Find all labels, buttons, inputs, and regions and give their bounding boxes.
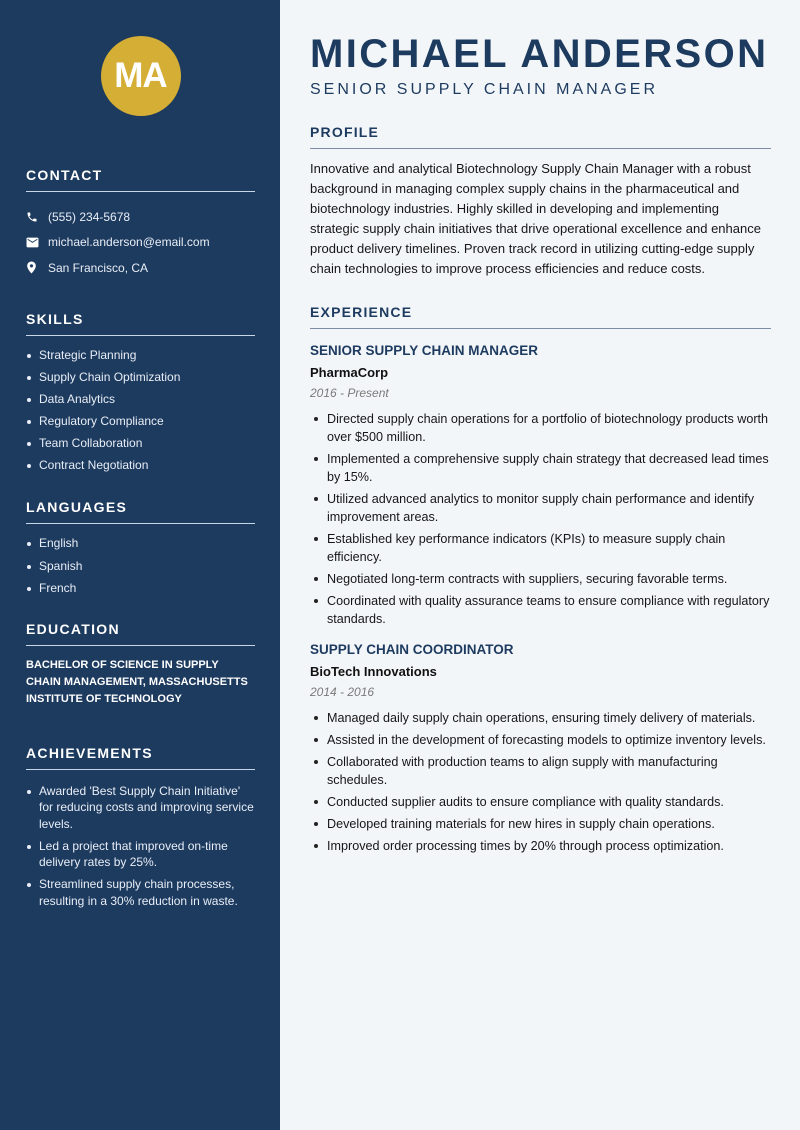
education-section bbox=[26, 621, 255, 708]
profile-text: Innovative and analytical Biotechnology Supply Chain Manager with a robust background in managing complex supply chains in the pharmaceutical and biotechnology industries. Highly skilled in developing and implementing strategic supply chain initiatives that drive operational excellence and enhance product delivery timelines. Proven track record in utilizing cutting-edge supply chain technologies to improve process efficiencies and reduce costs. bbox=[310, 161, 761, 276]
job-dates: 2016 - Present bbox=[310, 386, 389, 400]
candidate-name: MICHAEL ANDERSON bbox=[310, 32, 769, 76]
languages-heading: LANGUAGES bbox=[26, 499, 255, 524]
sidebar bbox=[0, 0, 280, 1130]
job-title: SENIOR SUPPLY CHAIN MANAGER bbox=[310, 343, 539, 358]
language-item: English bbox=[26, 535, 255, 551]
job-entry bbox=[310, 342, 771, 628]
achievements-heading: ACHIEVEMENTS bbox=[26, 745, 255, 770]
job-bullet: Managed daily supply chain operations, ensuring timely delivery of materials. bbox=[310, 709, 771, 727]
achievements-section bbox=[26, 745, 255, 910]
skills-heading: SKILLS bbox=[26, 311, 255, 336]
language-item: Spanish bbox=[26, 558, 255, 574]
job-title: SUPPLY CHAIN COORDINATOR bbox=[310, 642, 514, 657]
contact-section bbox=[26, 167, 255, 281]
job-bullets bbox=[310, 410, 771, 628]
job-company: PharmaCorp bbox=[310, 365, 389, 380]
contact-location bbox=[26, 255, 255, 281]
skill-item: Contract Negotiation bbox=[26, 457, 255, 473]
job-bullet: Coordinated with quality assurance teams to ensure compliance with regulatory standards. bbox=[310, 592, 771, 628]
job-entry bbox=[310, 641, 771, 855]
main-content bbox=[280, 0, 800, 1130]
profile-heading: PROFILE bbox=[310, 124, 771, 149]
contact-email bbox=[26, 230, 255, 256]
phone-text: (555) 234-5678 bbox=[48, 209, 131, 224]
skill-item: Team Collaboration bbox=[26, 435, 255, 451]
achievement-item: Awarded 'Best Supply Chain Initiative' for reducing costs and improving service levels. bbox=[26, 783, 255, 833]
email-text: michael.anderson@email.com bbox=[48, 235, 210, 250]
job-bullet: Directed supply chain operations for a portfolio of biotechnology products worth over $500 million. bbox=[310, 410, 771, 446]
contact-heading: CONTACT bbox=[26, 167, 255, 192]
skills-list bbox=[26, 347, 255, 474]
job-bullet: Conducted supplier audits to ensure compliance with quality standards. bbox=[310, 793, 771, 811]
languages-section bbox=[26, 499, 255, 595]
phone-icon bbox=[26, 211, 48, 223]
job-company: BioTech Innovations bbox=[310, 664, 437, 679]
achievements-list bbox=[26, 783, 255, 910]
job-bullet: Established key performance indicators (KPIs) to measure supply chain efficiency. bbox=[310, 530, 771, 566]
contact-list bbox=[26, 204, 255, 281]
profile-section bbox=[310, 124, 771, 279]
location-text: San Francisco, CA bbox=[48, 260, 149, 275]
education-heading: EDUCATION bbox=[26, 621, 255, 646]
education-degree: BACHELOR OF SCIENCE IN SUPPLY CHAIN MANAGEMENT, MASSACHUSETTS INSTITUTE OF TECHNOLOGY bbox=[26, 658, 248, 705]
candidate-title: SENIOR SUPPLY CHAIN MANAGER bbox=[310, 81, 659, 98]
job-bullet: Implemented a comprehensive supply chain strategy that decreased lead times by 15%. bbox=[310, 450, 771, 486]
job-bullet: Collaborated with production teams to align supply with manufacturing schedules. bbox=[310, 753, 771, 789]
achievement-item: Led a project that improved on-time delivery rates by 25%. bbox=[26, 838, 255, 871]
location-pin-icon bbox=[26, 261, 48, 274]
skills-section bbox=[26, 311, 255, 474]
skill-item: Strategic Planning bbox=[26, 347, 255, 363]
job-bullet: Assisted in the development of forecasting models to optimize inventory levels. bbox=[310, 731, 771, 749]
job-bullets bbox=[310, 709, 771, 855]
email-icon bbox=[26, 237, 48, 248]
skill-item: Supply Chain Optimization bbox=[26, 369, 255, 385]
job-bullet: Developed training materials for new hires in supply chain operations. bbox=[310, 815, 771, 833]
job-bullet: Improved order processing times by 20% through process optimization. bbox=[310, 837, 771, 855]
experience-section bbox=[310, 304, 771, 855]
job-dates: 2014 - 2016 bbox=[310, 685, 375, 699]
achievement-item: Streamlined supply chain processes, resulting in a 30% reduction in waste. bbox=[26, 876, 255, 909]
job-bullet: Negotiated long-term contracts with suppliers, securing favorable terms. bbox=[310, 570, 771, 588]
experience-heading: EXPERIENCE bbox=[310, 304, 771, 329]
skill-item: Regulatory Compliance bbox=[26, 413, 255, 429]
skill-item: Data Analytics bbox=[26, 391, 255, 407]
avatar: MA bbox=[101, 36, 181, 116]
contact-phone bbox=[26, 204, 255, 230]
languages-list bbox=[26, 535, 255, 595]
avatar-wrap bbox=[26, 36, 255, 116]
language-item: French bbox=[26, 580, 255, 596]
job-bullet: Utilized advanced analytics to monitor supply chain performance and identify improvement areas. bbox=[310, 490, 771, 526]
